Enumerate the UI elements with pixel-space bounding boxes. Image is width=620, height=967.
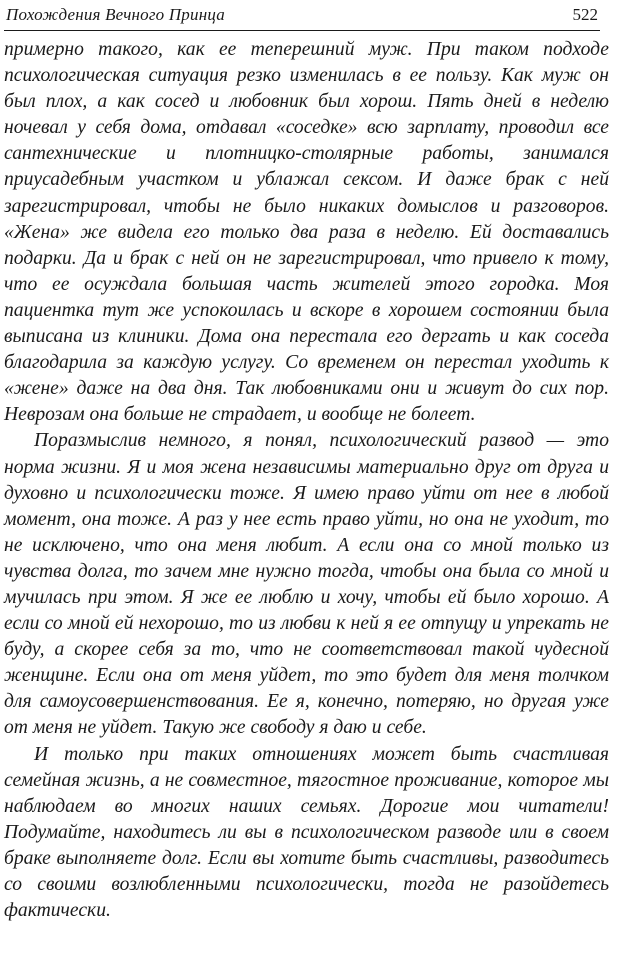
page-number: 522 bbox=[572, 5, 598, 24]
paragraph-3: И только при таких отношениях может быть счастливая семейная жизнь, а не совместное, тягостное проживание, которое мы наблюдаем во многих наших семьях. Дорогие мои читатели! Подумайте, находитесь ли вы в психологическом разводе или в своем браке выполняете долг. Если вы хотите быть счастливы, разводитесь со своими возлюбленными психологически, тогда не разойдетесь фактически. bbox=[4, 743, 609, 922]
running-head bbox=[4, 2, 600, 31]
paragraph-2: Поразмыслив немного, я понял, психологический развод — это норма жизни. Я и моя жена независимы материально друг от друга и духовно и психологически тоже. Я имею право уйти от нее в любой момент, она тоже. А раз у нее есть право уйти, но она не уходит, то не исключено, что она меня любит. А если она со мной только из чувства долга, то зачем мне нужно тогда, чтобы она была со мной и мучилась при этом. Я же ее люблю и хочу, чтобы ей было хорошо. А если со мной ей нехорошо, то из любви к ней я ее отпущу и упрекать не буду, а скорее себя за то, что не соответствовал такой чудесной женщине. Если она от меня уйдет, то это будет для меня толчком для самоусовершенствования. Ее я, конечно, потеряю, но другая уже от меня не уйдет. Такую же свободу я даю и себе. bbox=[4, 430, 609, 739]
paragraph-1: примерно такого, как ее теперешний муж. При таком подходе психологическая ситуация резко изменилась в ее пользу. Как муж он был плох, а как сосед и любовник был хорош. Пять дней в неделю ночевал у себя дома, отдавал «соседке» всю зарплату, проводил все сантехнические и плотницко-столярные работы, занимался приусадебным участком и ублажал сексом. И даже брак с ней зарегистрировал, чтобы не было никаких домыслов и разговоров. «Жена» же видела его только два раза в неделю. Ей доставались подарки. Да и брак с ней он не зарегистрировал, что привело к тому, что ее осуждала большая часть жителей этого городка. Моя пациентка тут же успокоилась и вскоре в хорошем состоянии была выписана из клиники. Дома она перестала его дергать и как соседа благодарила за каждую услугу. Со временем он перестал уходить к «жене» даже на два дня. Так любовниками они и живут до сих пор. Неврозам она больше не страдает, и вообще не болеет. bbox=[4, 39, 609, 426]
body-text bbox=[4, 37, 609, 924]
book-title: Похождения Вечного Принца bbox=[6, 5, 225, 24]
